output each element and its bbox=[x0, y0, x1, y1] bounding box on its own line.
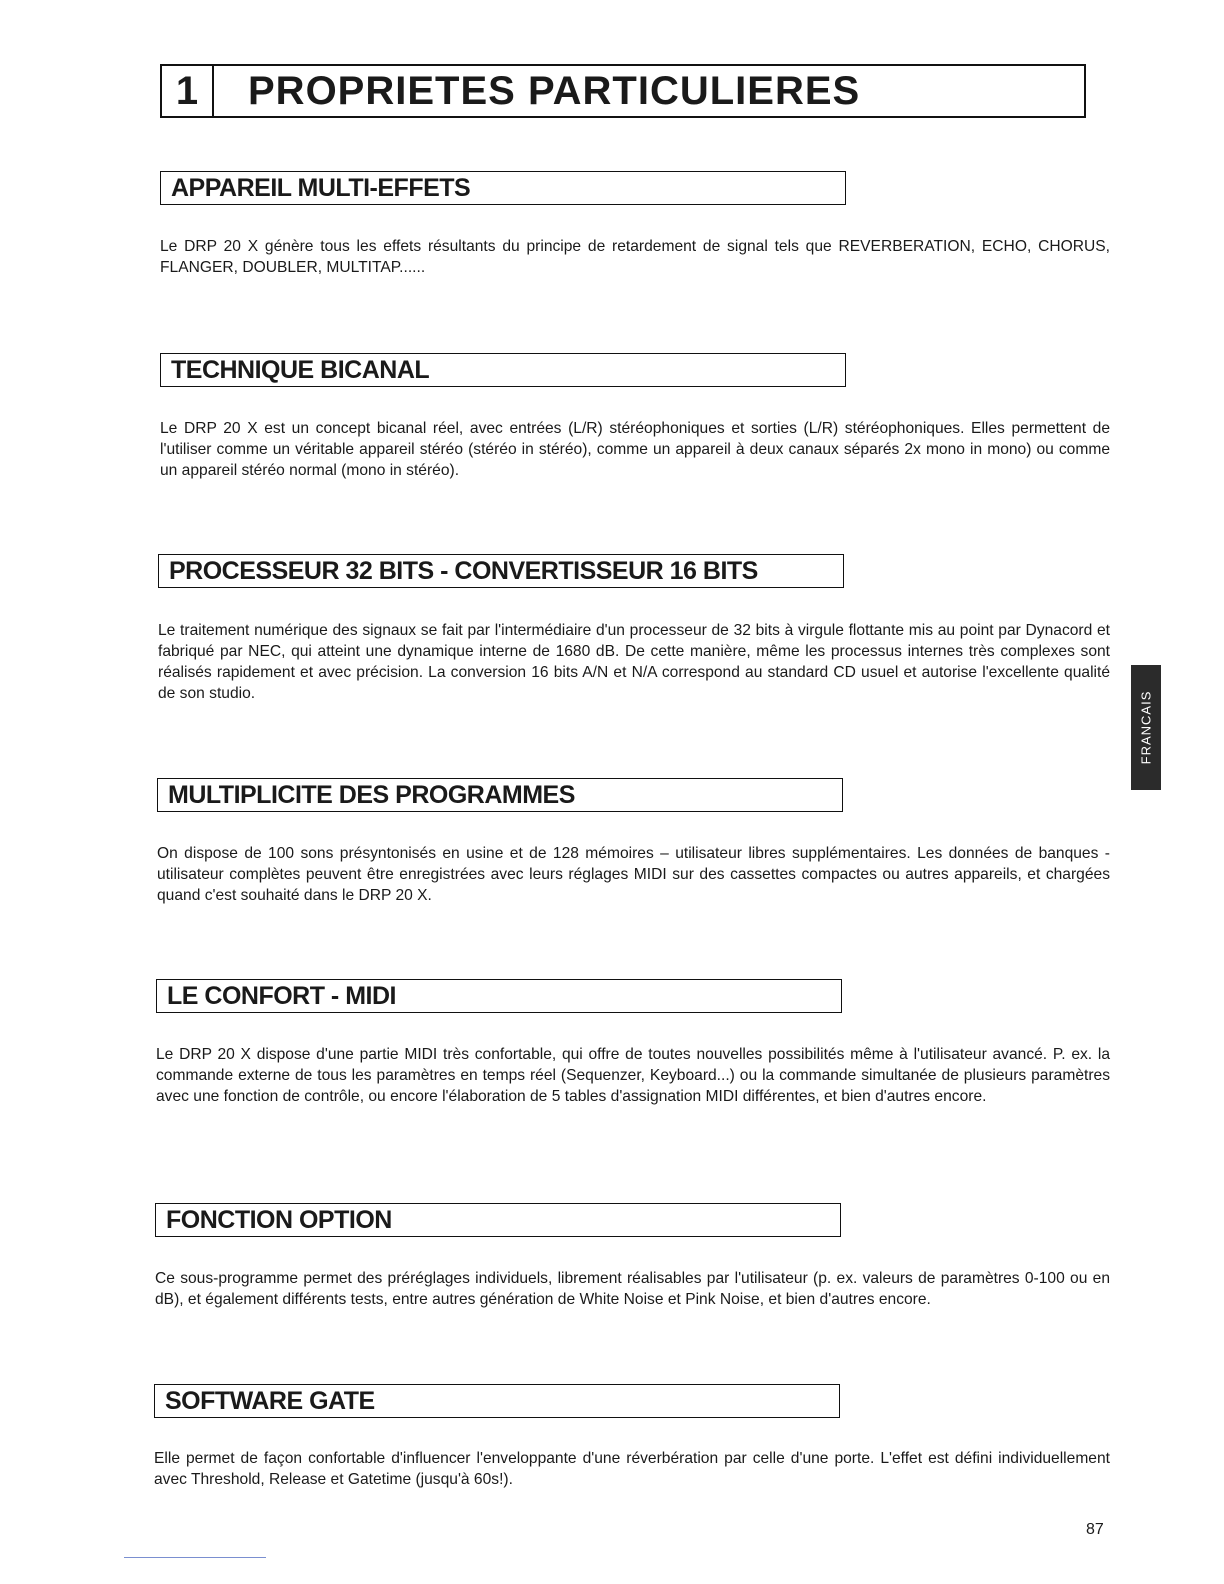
section-heading: APPAREIL MULTI-EFFETS bbox=[160, 171, 846, 205]
section-body: On dispose de 100 sons présyntonisés en usine et de 128 mémoires – utilisateur libres supplémentaires. Les données de banques - utilisateur complètes peuvent être enregistrées avec leurs réglages MIDI sur des cassettes compactes ou autres appareils, et chargées quand c'est souhaité dans le DRP 20 X. bbox=[157, 845, 1110, 904]
language-tab bbox=[1131, 665, 1161, 790]
language-tab-label: FRANCAIS bbox=[1138, 690, 1154, 765]
page-number: 87 bbox=[1086, 1521, 1104, 1538]
section-heading: PROCESSEUR 32 BITS - CONVERTISSEUR 16 BITS bbox=[158, 554, 844, 588]
footer-divider bbox=[124, 1557, 266, 1558]
chapter-title: PROPRIETES PARTICULIERES bbox=[248, 69, 861, 113]
chapter-header bbox=[160, 64, 1086, 118]
section-heading: MULTIPLICITE DES PROGRAMMES bbox=[157, 778, 843, 812]
section-body: Le DRP 20 X génère tous les effets résultants du principe de retardement de signal tels que REVERBERATION, ECHO, CHORUS, FLANGER, DOUBLER, MULTITAP...... bbox=[160, 238, 1110, 276]
chapter-number: 1 bbox=[162, 66, 214, 116]
section-body: Le traitement numérique des signaux se fait par l'intermédiaire d'un processeur de 32 bits à virgule flottante mis au point par Dynacord et fabriqué par NEC, qui atteint une dynamique interne de 1680 dB. De cette manière, même les processus internes très complexes sont réalisés rapidement et avec précision. La conversion 16 bits A/N et N/A correspond au standard CD usuel et autorise l'excellente qualité de son studio. bbox=[158, 622, 1110, 702]
section-heading: FONCTION OPTION bbox=[155, 1203, 841, 1237]
section-heading: SOFTWARE GATE bbox=[154, 1384, 840, 1418]
section-body: Ce sous-programme permet des préréglages individuels, librement réalisables par l'utilisateur (p. ex. valeurs de paramètres 0-100 ou en dB), et également différents tests, entre autres génération de White Noise et Pink Noise, et bien d'autres encore. bbox=[155, 1270, 1110, 1308]
section-body: Le DRP 20 X dispose d'une partie MIDI très confortable, qui offre de toutes nouvelles possibilités même à l'utilisateur avancé. P. ex. la commande externe de tous les paramètres en temps réel (Sequenzer, Keyboard...) ou la commande simultanée de plusieurs paramètres avec une fonction de contrôle, ou encore l'élaboration de 5 tables d'assignation MIDI différentes, et bien d'autres encore. bbox=[156, 1046, 1110, 1105]
section-body: Le DRP 20 X est un concept bicanal réel, avec entrées (L/R) stéréophoniques et sorties (L/R) stéréophoniques. Elles permettent de l'utiliser comme un véritable appareil stéréo (stéréo in stéréo), comme un appareil à deux canaux séparés 2x mono in mono) ou comme un appareil stéréo normal (mono in stéréo). bbox=[160, 420, 1110, 479]
section-heading: LE CONFORT - MIDI bbox=[156, 979, 842, 1013]
section-body: Elle permet de façon confortable d'influencer l'enveloppante d'une réverbération par celle d'une porte. L'effet est défini individuellement avec Threshold, Release et Gatetime (jusqu'à 60s!). bbox=[154, 1450, 1110, 1488]
section-heading: TECHNIQUE BICANAL bbox=[160, 353, 846, 387]
